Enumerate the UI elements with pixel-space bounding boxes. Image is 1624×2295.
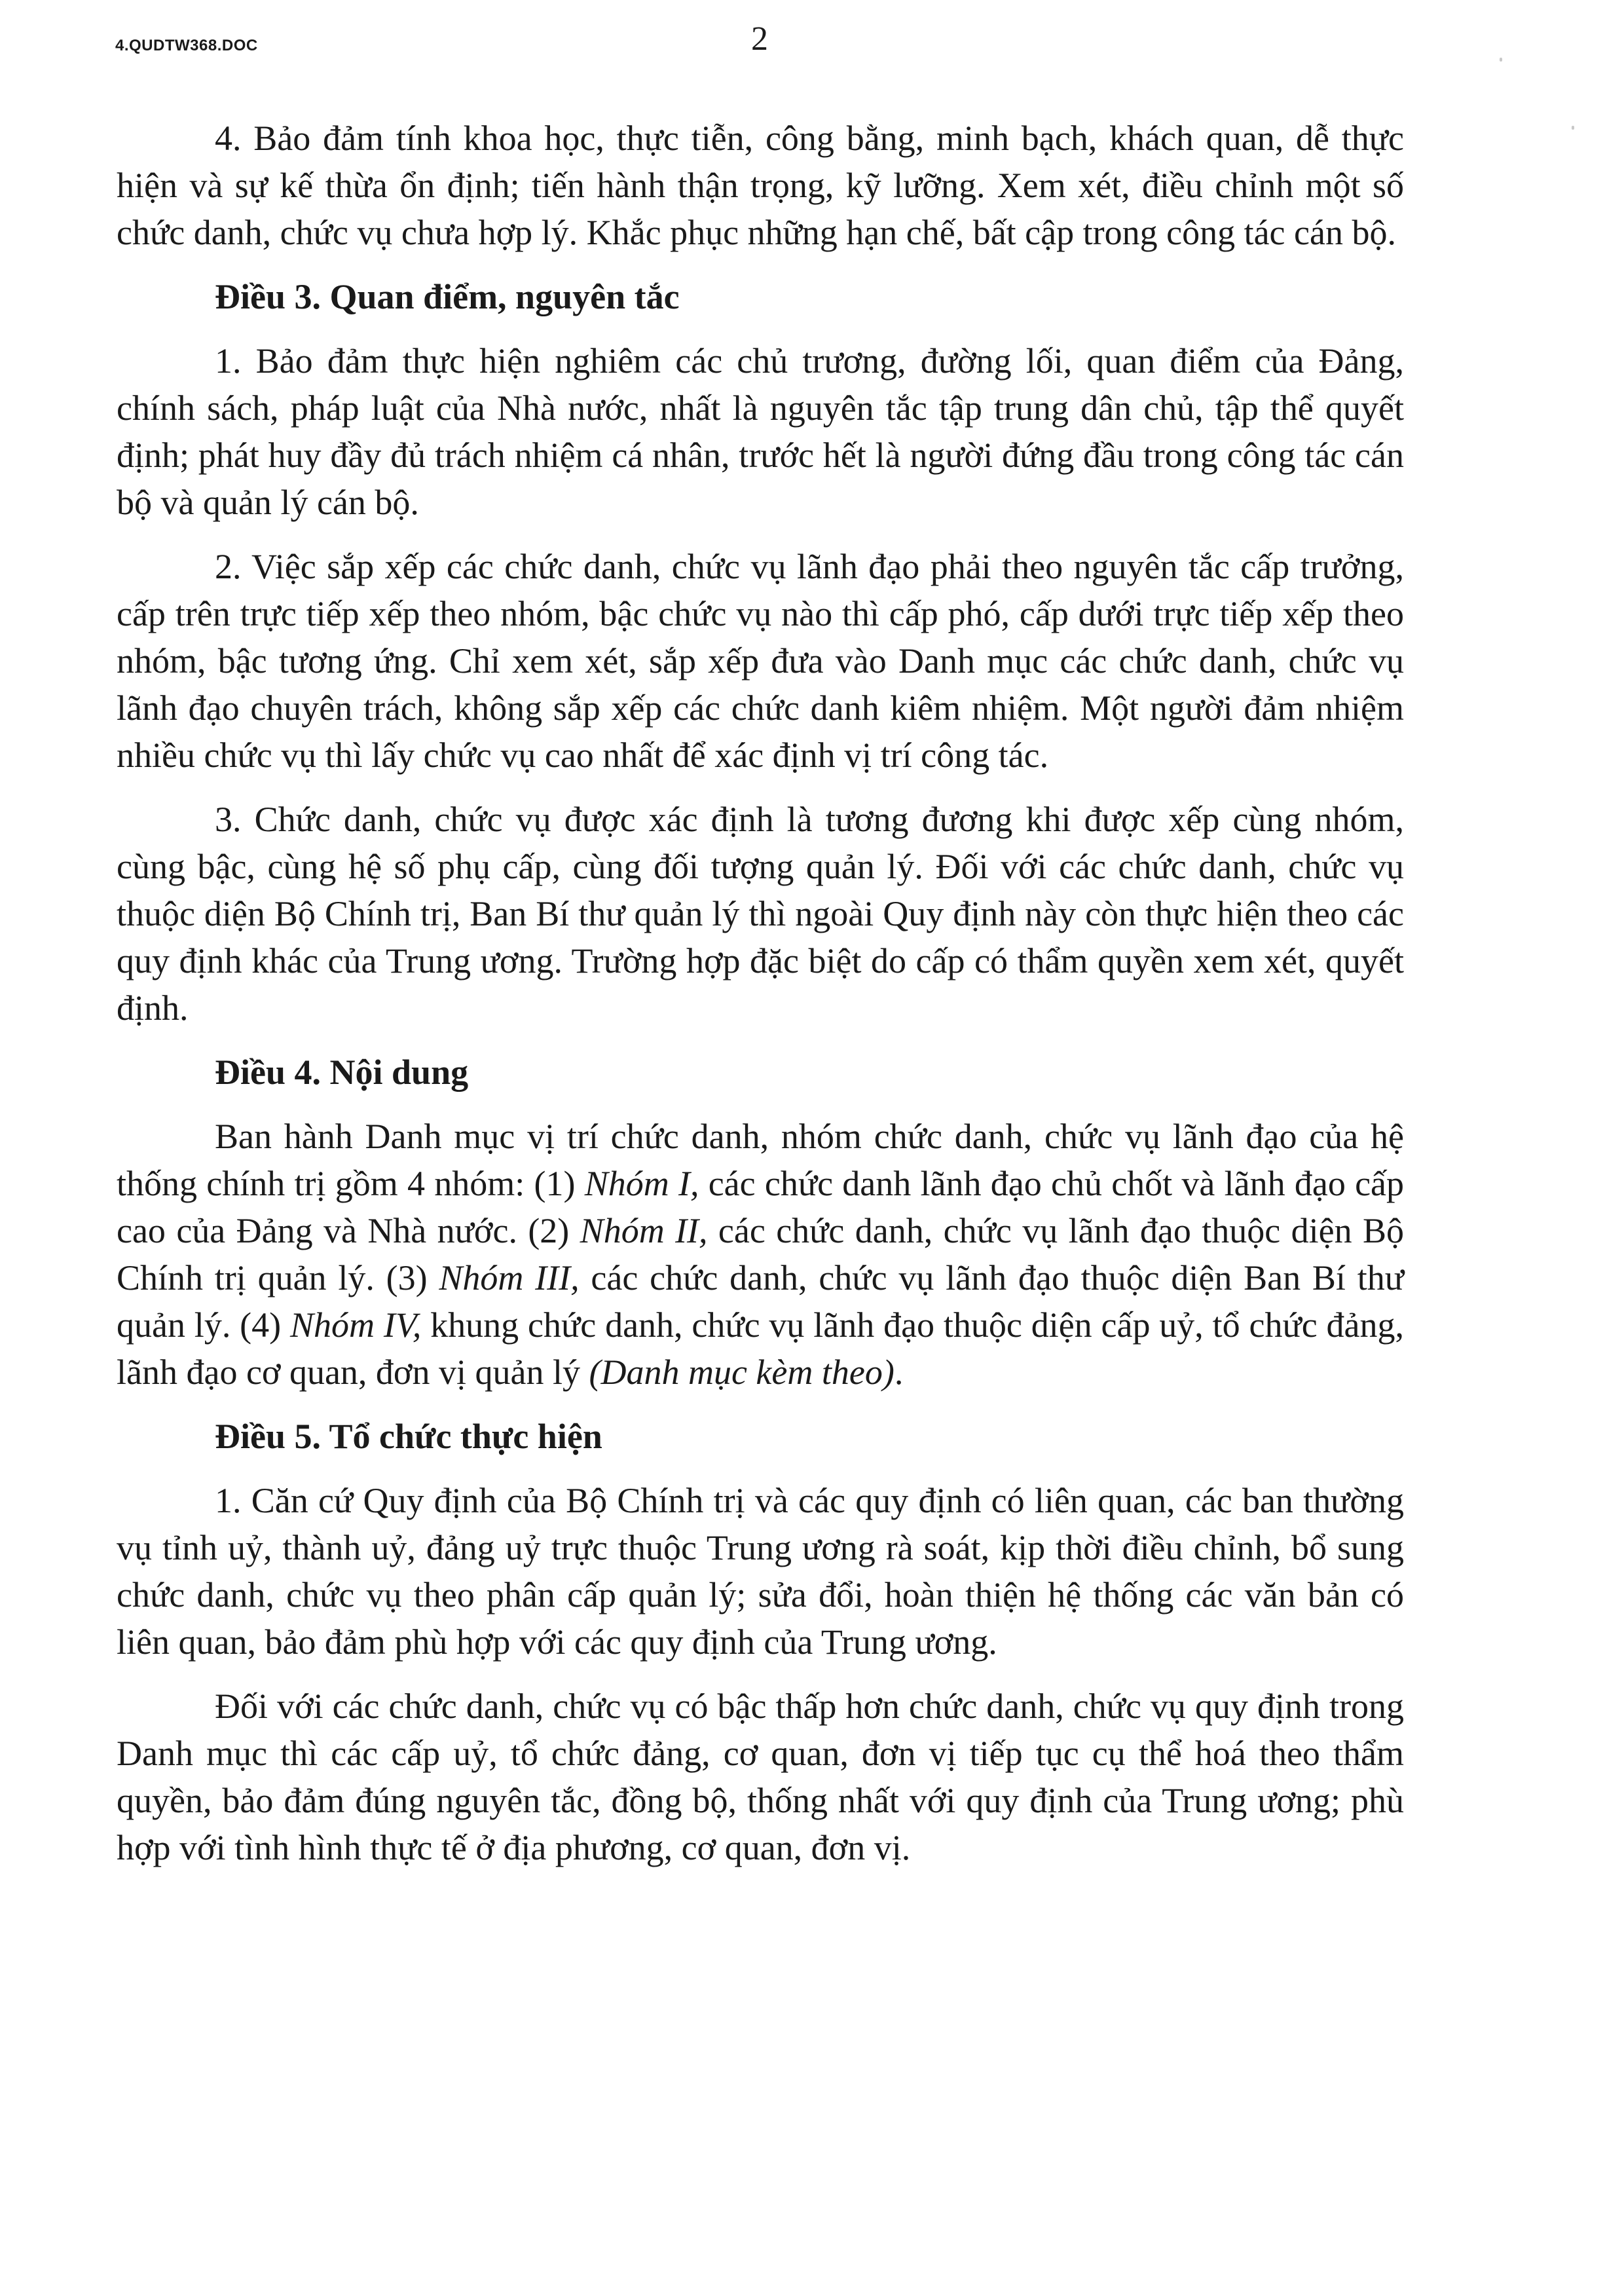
article4-text-4: các chức danh, chức vụ lãnh đạo thuộc diện Ban Bí thư quản lý. (4): [117, 1258, 1404, 1345]
article4-text-end: .: [894, 1353, 904, 1392]
article4-text-5: khung chức danh, chức vụ lãnh đạo thuộc diện cấp uỷ, tổ chức đảng, lãnh đạo cơ quan, đơn vị quản lý: [117, 1305, 1404, 1392]
group-2-label: Nhóm II,: [580, 1211, 708, 1250]
scan-speck: [1500, 58, 1502, 62]
article4-text-1: Ban hành Danh mục vị trí chức danh, nhóm chức danh, chức vụ lãnh đạo của hệ thống chính trị gồm 4 nhóm: (1): [117, 1117, 1404, 1203]
document-code: 4.QUDTW368.DOC: [115, 37, 258, 54]
article4-text-3: các chức danh, chức vụ lãnh đạo thuộc diện Bộ Chính trị quản lý. (3): [117, 1211, 1404, 1297]
paragraph-article3-item3: 3. Chức danh, chức vụ được xác định là tương đương khi được xếp cùng nhóm, cùng bậc, cùng hệ số phụ cấp, cùng đối tượng quản lý. Đối với các chức danh, chức vụ thuộc diện Bộ Chính trị, Ban Bí thư quản lý thì ngoài Quy định này còn thực hiện theo các quy định khác của Trung ương. Trường hợp đặc biệt do cấp có thẩm quyền xem xét, quyết định.: [117, 800, 1404, 1028]
paragraph-article3-item1: 1. Bảo đảm thực hiện nghiêm các chủ trương, đường lối, quan điểm của Đảng, chính sách, pháp luật của Nhà nước, nhất là nguyên tắc tập trung dân chủ, tập thể quyết định; phát huy đầy đủ trách nhiệm cá nhân, trước hết là người đứng đầu trong công tác cán bộ và quản lý cán bộ.: [117, 341, 1404, 522]
paragraph-article2-item4: 4. Bảo đảm tính khoa học, thực tiễn, công bằng, minh bạch, khách quan, dễ thực hiện và sự kế thừa ổn định; tiến hành thận trọng, kỹ lưỡng. Xem xét, điều chỉnh một số chức danh, chức vụ chưa hợp lý. Khắc phục những hạn chế, bất cập trong công tác cán bộ.: [117, 119, 1404, 252]
paragraph-article4: [117, 1113, 1404, 1396]
article4-text-2: các chức danh lãnh đạo chủ chốt và lãnh đạo cấp cao của Đảng và Nhà nước. (2): [117, 1164, 1405, 1250]
document-body: [117, 115, 1404, 1888]
group-4-label: Nhóm IV,: [289, 1305, 422, 1345]
heading-article-3: Điều 3. Quan điểm, nguyên tắc: [215, 277, 680, 316]
page-number: 2: [751, 20, 768, 58]
attachment-note: (Danh mục kèm theo): [589, 1353, 895, 1392]
paragraph-article3-item2: 2. Việc sắp xếp các chức danh, chức vụ lãnh đạo phải theo nguyên tắc cấp trưởng, cấp trên trực tiếp xếp theo nhóm, bậc chức vụ nào thì cấp phó, cấp dưới trực tiếp xếp theo nhóm, bậc tương ứng. Chỉ xem xét, sắp xếp đưa vào Danh mục các chức danh, chức vụ lãnh đạo chuyên trách, không sắp xếp các chức danh kiêm nhiệm. Một người đảm nhiệm nhiều chức vụ thì lấy chức vụ cao nhất để xác định vị trí công tác.: [117, 547, 1404, 775]
heading-article-5: Điều 5. Tổ chức thực hiện: [215, 1417, 602, 1456]
heading-article-4: Điều 4. Nội dung: [215, 1053, 469, 1092]
group-1-label: Nhóm I,: [584, 1164, 699, 1203]
paragraph-article5-item1-continued: Đối với các chức danh, chức vụ có bậc thấp hơn chức danh, chức vụ quy định trong Danh mục thì các cấp uỷ, tổ chức đảng, cơ quan, đơn vị tiếp tục cụ thể hoá theo thẩm quyền, bảo đảm đúng nguyên tắc, đồng bộ, thống nhất với quy định của Trung ương; phù hợp với tình hình thực tế ở địa phương, cơ quan, đơn vị.: [117, 1687, 1404, 1867]
scan-speck: [1572, 126, 1574, 130]
paragraph-article5-item1: 1. Căn cứ Quy định của Bộ Chính trị và các quy định có liên quan, các ban thường vụ tỉnh uỷ, thành uỷ, đảng uỷ trực thuộc Trung ương rà soát, kịp thời điều chỉnh, bổ sung chức danh, chức vụ theo phân cấp quản lý; sửa đổi, hoàn thiện hệ thống các văn bản có liên quan, bảo đảm phù hợp với các quy định của Trung ương.: [117, 1481, 1404, 1662]
group-3-label: Nhóm III,: [439, 1258, 580, 1297]
